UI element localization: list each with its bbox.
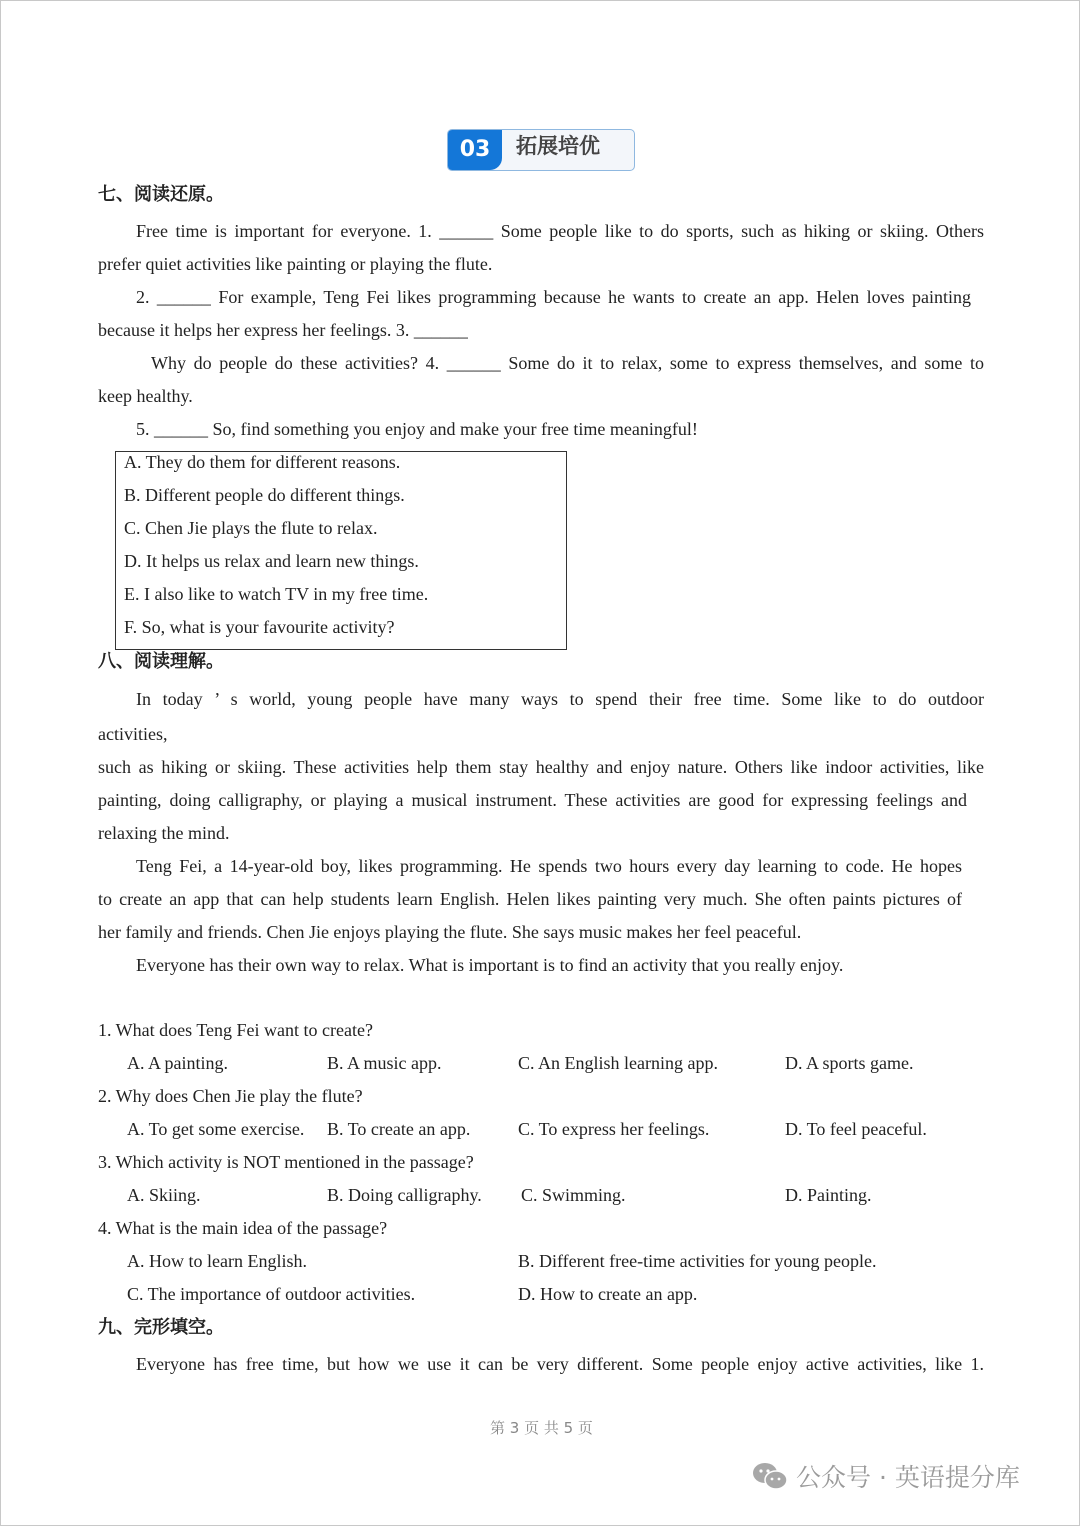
watermark	[752, 1458, 1020, 1494]
option-item: C. Chen Jie plays the flute to relax.	[124, 518, 378, 538]
answer-option: D. Painting.	[785, 1185, 872, 1205]
paragraph-line: painting, doing calligraphy, or playing a musical instrument. These activities are good for expressing feelings and	[98, 790, 967, 810]
paragraph-line: activities,	[98, 724, 168, 744]
paragraph-line: Teng Fei, a 14-year-old boy, likes programming. He spends two hours every day learning to code. He hopes	[136, 856, 962, 876]
paragraph-line: to create an app that can help students learn English. Helen likes painting very much. She often paints pictures of	[98, 889, 962, 909]
answer-option: D. How to create an app.	[518, 1284, 698, 1304]
paragraph-line: keep healthy.	[98, 386, 193, 406]
paragraph-line: because it helps her express her feelings. 3. ______	[98, 320, 468, 340]
answer-option: B. To create an app.	[327, 1119, 471, 1139]
option-item: B. Different people do different things.	[124, 485, 405, 505]
section7-heading: 七、阅读还原。	[98, 184, 224, 205]
section9-heading: 九、完形填空。	[98, 1317, 224, 1338]
option-item: E. I also like to watch TV in my free time.	[124, 584, 429, 604]
badge-title: 拓展培优	[516, 134, 600, 158]
answer-option: B. Different free-time activities for young people.	[518, 1251, 877, 1271]
section8-heading: 八、阅读理解。	[98, 651, 224, 672]
answer-option: B. A music app.	[327, 1053, 442, 1073]
paragraph-line: 2. ______ For example, Teng Fei likes programming because he wants to create an app. Helen loves painting	[136, 287, 971, 307]
answer-option: C. To express her feelings.	[518, 1119, 710, 1139]
answer-option: C. The importance of outdoor activities.	[127, 1284, 416, 1304]
paragraph-line: such as hiking or skiing. These activities help them stay healthy and enjoy nature. Others like indoor activities, like	[98, 757, 984, 777]
answer-option: B. Doing calligraphy.	[327, 1185, 482, 1205]
answer-option: D. A sports game.	[785, 1053, 914, 1073]
paragraph-line: Why do people do these activities? 4. ______ Some do it to relax, some to express themselves, and some to	[151, 353, 984, 373]
answer-option: A. A painting.	[127, 1053, 229, 1073]
paragraph-line: Everyone has their own way to relax. What is important is to find an activity that you really enjoy.	[136, 955, 844, 975]
wechat-icon	[752, 1461, 788, 1491]
question: 1. What does Teng Fei want to create?	[98, 1020, 373, 1040]
answer-option: C. An English learning app.	[518, 1053, 718, 1073]
question: 3. Which activity is NOT mentioned in the passage?	[98, 1152, 474, 1172]
question: 2. Why does Chen Jie play the flute?	[98, 1086, 363, 1106]
badge-number: 03	[448, 130, 502, 170]
option-item: A. They do them for different reasons.	[124, 452, 401, 472]
section-badge	[447, 129, 635, 171]
answer-option: A. Skiing.	[127, 1185, 201, 1205]
paragraph-line: Everyone has free time, but how we use it can be very different. Some people enjoy active activities, like 1.	[136, 1354, 984, 1374]
paragraph-line: prefer quiet activities like painting or playing the flute.	[98, 254, 493, 274]
answer-option: C. Swimming.	[521, 1185, 626, 1205]
answer-option: A. To get some exercise.	[127, 1119, 305, 1139]
answer-option: A. How to learn English.	[127, 1251, 307, 1271]
question: 4. What is the main idea of the passage?	[98, 1218, 388, 1238]
option-item: F. So, what is your favourite activity?	[124, 617, 395, 637]
watermark-text: 公众号 · 英语提分库	[796, 1463, 1020, 1492]
paragraph-line: In today ’ s world, young people have many ways to spend their free time. Some like to do outdoor	[136, 689, 984, 709]
answer-option: D. To feel peaceful.	[785, 1119, 927, 1139]
page-number: 第 3 页 共 5 页	[490, 1419, 593, 1437]
paragraph-line: 5. ______ So, find something you enjoy and make your free time meaningful!	[136, 419, 698, 439]
paragraph-line: her family and friends. Chen Jie enjoys playing the flute. She says music makes her feel peaceful.	[98, 922, 802, 942]
option-item: D. It helps us relax and learn new things.	[124, 551, 419, 571]
paragraph-line: relaxing the mind.	[98, 823, 230, 843]
paragraph-line: Free time is important for everyone. 1. ______ Some people like to do sports, such as hiking or skiing. Others	[136, 221, 984, 241]
